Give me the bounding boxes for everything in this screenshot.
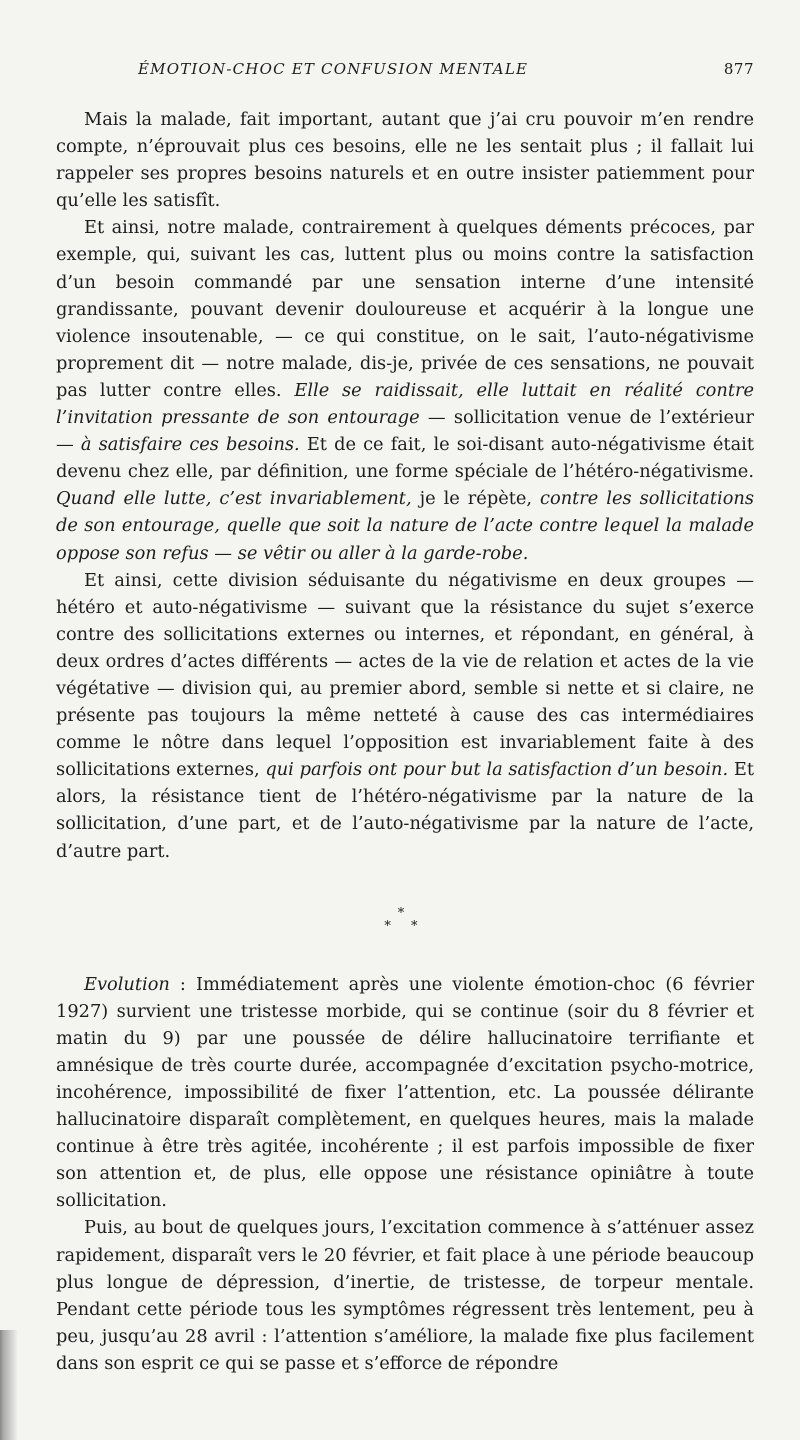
paragraph-2-text-a: Et ainsi, notre malade, contrairement à quelques déments précoces, par exemple, qui, suivant les cas, luttent plus ou moins contre la satisfaction d’un besoin commandé par une sensation interne d’une intensité grandissante, pouvant devenir douloureuse et acquérir à la longue une violence insoutenable, — ce qui constitue, on le sait, l’auto-négativisme proprement dit — notre malade, dis-je, privée de ces sensations, ne pouvait pas lutter contre elles.: [56, 217, 754, 401]
paragraph-3-italic-b: qui parfois ont pour but la satisfaction d’un besoin.: [265, 759, 729, 781]
paragraph-2-italic-b: Elle se raidissait, elle luttait en réalité contre l’invitation pressante de son entourage: [56, 379, 755, 429]
book-page: [56, 60, 754, 1430]
evolution-text: : Immédiatement après une violente émotion-choc (6 février 1927) survient une tristesse morbide, qui se continue (soir du 8 février et matin du 9) par une poussée de délire hallucinatoire terrifiante et amnésique de très courte durée, accompagnée d’excitation psycho-motrice, incohérence, impossibilité de fixer l’attention, etc. La poussée délirante hallucinatoire disparaît complètement, en quelques heures, mais la malade continue à être très agitée, incohérente ; il est parfois impossible de fixer son attention et, de plus, elle oppose une résistance opiniâtre à toute sollicitation.: [56, 973, 754, 1212]
paragraph-3-text-a: Et ainsi, cette division séduisante du négativisme en deux groupes — hétéro et auto-négativisme — suivant que la résistance du sujet s’exerce contre des sollicitations externes ou internes, et répondant, en général, à deux ordres d’actes différents — actes de la vie de relation et actes de la vie végétative — division qui, au premier abord, semble si nette et si claire, ne présente pas toujours la même netteté à cause des cas intermédiaires comme le nôtre dans lequel l’opposition est invariablement faite à des sollicitations externes,: [56, 569, 754, 781]
separator-stars-bottom: * *: [384, 918, 426, 934]
paragraph-2-italic-f: Quand elle lutte, c’est invariablement,: [56, 488, 412, 510]
paragraph-2-text-e: Et de ce fait, le soi-disant auto-négativisme était devenu chez elle, par définition, une forme spéciale de l’hétéro-négativisme.: [56, 434, 754, 483]
paragraph-2-italic-d: à satisfaire ces besoins.: [80, 434, 300, 456]
paragraph-2-italic-j: se vêtir ou aller à la garde-robe.: [237, 542, 529, 564]
running-header: [56, 60, 754, 78]
paragraph-2: [56, 214, 754, 566]
separator-star-top: *: [397, 905, 413, 921]
page-number: 877: [723, 60, 754, 78]
paragraph-2-text-g: je le répète,: [419, 488, 533, 510]
section-separator: [56, 907, 754, 933]
paragraph-3-text-c: Et alors, la résistance tient de l’hétéro-négativisme par la nature de la sollicitation, d’une part, et de l’auto-négativisme par la nature de l’acte, d’autre part.: [56, 759, 754, 862]
running-title: ÉMOTION-CHOC ET CONFUSION MENTALE: [138, 60, 529, 78]
paragraph-2-text-i: —: [214, 542, 233, 564]
paragraph-3: [56, 567, 754, 865]
paragraph-1: Mais la malade, fait important, autant que j’ai cru pouvoir m’en rendre compte, n’éprouvait plus ces besoins, elle ne les sentait plus ; il fallait lui rappeler ses propres besoins naturels et en outre insister patiemment pour qu’elle les satisfît.: [56, 109, 754, 212]
paragraph-evolution: [56, 971, 754, 1215]
paragraph-5: Puis, au bout de quelques jours, l’excitation commence à s’atténuer assez rapidement, disparaît vers le 20 février, et fait place à une période beaucoup plus longue de dépression, d’inertie, de tristesse, de torpeur mentale. Pendant cette période tous les symptômes régressent très lentement, peu à peu, jusqu’au 28 avril : l’attention s’améliore, la malade fixe plus facilement dans son esprit ce qui se passe et s’efforce de répondre: [56, 1217, 754, 1374]
binding-edge-shadow: [0, 1330, 30, 1440]
paragraph-2-text-c: — sollicitation venue de l’extérieur —: [56, 407, 754, 456]
paragraph-2-italic-h: contre les sollicitations de son entourage, quelle que soit la nature de l’acte contre lequel la malade oppose son refus: [56, 488, 754, 564]
evolution-label: Evolution: [84, 973, 170, 995]
